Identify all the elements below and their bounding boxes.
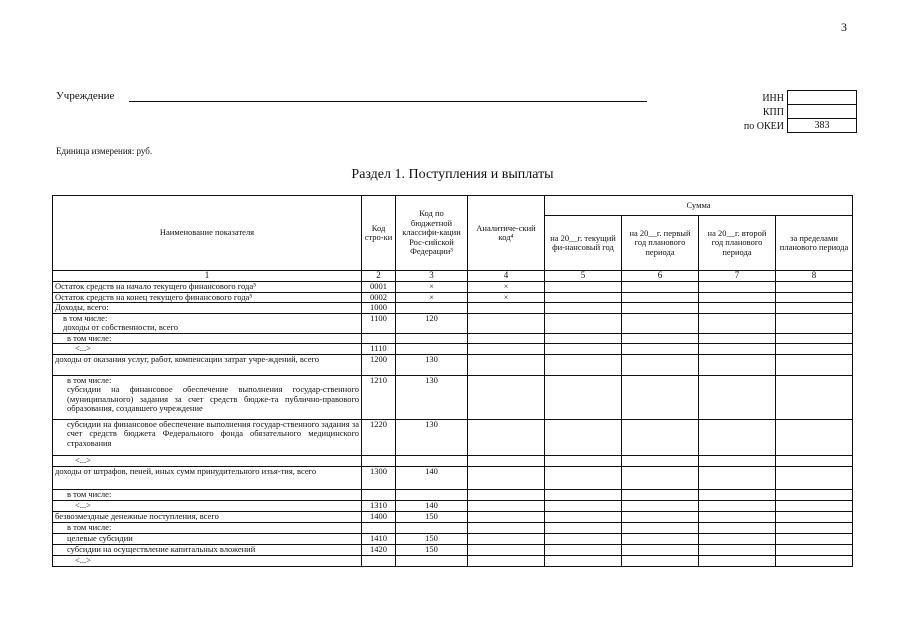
- row-code: 1420: [362, 544, 396, 555]
- row-name: безвозмездные денежные поступления, всего: [53, 511, 362, 522]
- sum-cell[interactable]: [622, 500, 699, 511]
- table-row: [53, 489, 853, 500]
- receipts-payments-table: [52, 195, 853, 567]
- column-index: 2: [362, 271, 396, 282]
- table-row: [53, 282, 853, 293]
- sum-cell[interactable]: [776, 533, 853, 544]
- row-code: [362, 555, 396, 566]
- section-title: Раздел 1. Поступления и выплаты: [351, 167, 554, 182]
- row-budget-code: 140: [396, 500, 468, 511]
- header-budget-code: Код по бюджетной классифи-кации Рос-сийской Федерации³: [396, 196, 468, 271]
- sum-cell[interactable]: [622, 303, 699, 314]
- sum-cell[interactable]: [699, 466, 776, 489]
- column-index: 4: [468, 271, 545, 282]
- table-row: [53, 375, 853, 419]
- row-code: 1300: [362, 466, 396, 489]
- sum-cell[interactable]: [699, 511, 776, 522]
- sum-cell[interactable]: [545, 282, 622, 293]
- sum-cell[interactable]: [699, 313, 776, 333]
- page-number: 3: [841, 20, 847, 34]
- row-placeholder: <...>: [53, 455, 362, 466]
- sum-cell[interactable]: [622, 333, 699, 344]
- sum-cell[interactable]: [699, 344, 776, 355]
- column-index: 3: [396, 271, 468, 282]
- header-name: Наименование показателя: [53, 196, 362, 271]
- row-budget-code: 130: [396, 375, 468, 419]
- sum-cell[interactable]: [545, 466, 622, 489]
- row-name: доходы от собственности, всего: [63, 322, 178, 332]
- sum-cell[interactable]: [776, 555, 853, 566]
- sum-cell[interactable]: [776, 511, 853, 522]
- row-name-cell: [53, 375, 362, 419]
- table-row: [53, 344, 853, 355]
- sum-cell[interactable]: [545, 455, 622, 466]
- row-placeholder: <...>: [53, 500, 362, 511]
- sum-cell[interactable]: [622, 375, 699, 419]
- row-code: 1410: [362, 533, 396, 544]
- sum-cell[interactable]: [699, 303, 776, 314]
- table-row: [53, 354, 853, 375]
- header-beyond: за пределами планового периода: [776, 216, 853, 271]
- sum-cell[interactable]: [776, 522, 853, 533]
- row-code: 1400: [362, 511, 396, 522]
- sum-cell[interactable]: [545, 354, 622, 375]
- sum-cell[interactable]: [622, 544, 699, 555]
- header-code: Код стро-ки: [362, 196, 396, 271]
- sum-cell[interactable]: [622, 466, 699, 489]
- sum-cell[interactable]: [699, 489, 776, 500]
- sum-cell[interactable]: [622, 511, 699, 522]
- table-row: [53, 544, 853, 555]
- row-budget-code: 150: [396, 544, 468, 555]
- sum-cell[interactable]: [622, 344, 699, 355]
- sum-cell[interactable]: [699, 455, 776, 466]
- row-budget-code: [396, 344, 468, 355]
- row-code: 1100: [362, 313, 396, 333]
- row-analytic-code: [468, 303, 545, 314]
- row-name: Остаток средств на конец текущего финансового года⁵: [53, 292, 362, 303]
- table-row: [53, 333, 853, 344]
- sum-cell[interactable]: [776, 282, 853, 293]
- sum-cell[interactable]: [622, 419, 699, 455]
- row-budget-code: 150: [396, 511, 468, 522]
- row-budget-code: [396, 333, 468, 344]
- row-analytic-code: ×: [468, 282, 545, 293]
- row-placeholder: <...>: [53, 555, 362, 566]
- sum-cell[interactable]: [776, 313, 853, 333]
- row-name: субсидии на финансовое обеспечение выполнения государ-ственного (муниципального) задания за счет средств бюдже-та публично-правового образования, создавшего учреждение: [67, 384, 359, 413]
- column-index: 8: [776, 271, 853, 282]
- sum-cell[interactable]: [545, 489, 622, 500]
- row-name: субсидии на осуществление капитальных вложений: [53, 544, 362, 555]
- row-code: 1310: [362, 500, 396, 511]
- row-analytic-code: [468, 333, 545, 344]
- row-name-cell: [53, 313, 362, 333]
- inn-label: ИНН: [762, 93, 784, 104]
- sum-cell[interactable]: [776, 466, 853, 489]
- column-index: 1: [53, 271, 362, 282]
- sum-cell[interactable]: [622, 313, 699, 333]
- sum-cell[interactable]: [545, 555, 622, 566]
- row-code: 0002: [362, 292, 396, 303]
- row-subheading: в том числе:: [63, 312, 108, 323]
- sum-cell[interactable]: [622, 354, 699, 375]
- sum-cell[interactable]: [545, 500, 622, 511]
- row-code: 1200: [362, 354, 396, 375]
- row-code: 1220: [362, 419, 396, 455]
- sum-cell[interactable]: [699, 522, 776, 533]
- sum-cell[interactable]: [776, 419, 853, 455]
- row-budget-code: [396, 489, 468, 500]
- column-index-row: [53, 271, 853, 282]
- row-analytic-code: [468, 489, 545, 500]
- kpp-field[interactable]: [787, 104, 857, 119]
- table-row: [53, 466, 853, 489]
- row-name: доходы от оказания услуг, работ, компенсации затрат учре-ждений, всего: [53, 354, 362, 375]
- row-analytic-code: [468, 555, 545, 566]
- sum-cell[interactable]: [699, 354, 776, 375]
- header-sum: Сумма: [545, 196, 853, 216]
- sum-cell[interactable]: [622, 533, 699, 544]
- sum-cell[interactable]: [622, 292, 699, 303]
- row-analytic-code: [468, 511, 545, 522]
- row-name: Остаток средств на начало текущего финансового года⁵: [53, 282, 362, 293]
- row-name: доходы от штрафов, пеней, иных сумм принудительного изъя-тия, всего: [53, 466, 362, 489]
- table-row: [53, 455, 853, 466]
- row-analytic-code: [468, 354, 545, 375]
- row-name: субсидии на финансовое обеспечение выполнения государ-ственного задания за счет средств бюджета Федерального фонда обязательного медицинского страхования: [53, 419, 362, 455]
- row-code: [362, 333, 396, 344]
- sum-cell[interactable]: [699, 333, 776, 344]
- row-code: 0001: [362, 282, 396, 293]
- sum-cell[interactable]: [545, 313, 622, 333]
- sum-cell[interactable]: [545, 375, 622, 419]
- sum-cell[interactable]: [545, 522, 622, 533]
- sum-cell[interactable]: [545, 344, 622, 355]
- row-analytic-code: [468, 544, 545, 555]
- row-budget-code: [396, 303, 468, 314]
- row-subheading: в том числе:: [53, 522, 362, 533]
- row-code: 1110: [362, 344, 396, 355]
- row-analytic-code: [468, 466, 545, 489]
- kpp-label: КПП: [762, 107, 784, 118]
- header-year-current: на 20__г. текущий фи-нансовый год: [545, 216, 622, 271]
- sum-cell[interactable]: [622, 522, 699, 533]
- row-subheading: в том числе:: [53, 489, 362, 500]
- sum-cell[interactable]: [699, 375, 776, 419]
- row-name: целевые субсидии: [53, 533, 362, 544]
- row-budget-code: 130: [396, 354, 468, 375]
- sum-cell[interactable]: [776, 500, 853, 511]
- units-note: Единица измерения: руб.: [56, 146, 153, 156]
- row-budget-code: 130: [396, 419, 468, 455]
- row-placeholder: <...>: [53, 344, 362, 355]
- okei-label: по ОКЕИ: [743, 121, 784, 132]
- table-row: [53, 500, 853, 511]
- sum-cell[interactable]: [545, 303, 622, 314]
- table-row: [53, 511, 853, 522]
- row-budget-code: ×: [396, 292, 468, 303]
- table-row: [53, 292, 853, 303]
- row-analytic-code: [468, 522, 545, 533]
- row-analytic-code: ×: [468, 292, 545, 303]
- okei-field[interactable]: 383: [787, 118, 857, 133]
- row-budget-code: 140: [396, 466, 468, 489]
- sum-cell[interactable]: [622, 282, 699, 293]
- row-analytic-code: [468, 455, 545, 466]
- sum-cell[interactable]: [699, 292, 776, 303]
- row-code: [362, 455, 396, 466]
- side-field-boxes: [787, 90, 857, 133]
- column-index: 7: [699, 271, 776, 282]
- sum-cell[interactable]: [699, 544, 776, 555]
- column-index: 6: [622, 271, 699, 282]
- sum-cell[interactable]: [699, 500, 776, 511]
- sum-cell[interactable]: [776, 354, 853, 375]
- table-row: [53, 555, 853, 566]
- header-year-second: на 20__г. второй год планового периода: [699, 216, 776, 271]
- row-subheading: в том числе:: [67, 374, 112, 385]
- table-row: [53, 419, 853, 455]
- sum-cell[interactable]: [699, 419, 776, 455]
- row-budget-code: 120: [396, 313, 468, 333]
- row-name: Доходы, всего:: [53, 303, 362, 314]
- sum-cell[interactable]: [545, 292, 622, 303]
- sum-cell[interactable]: [545, 419, 622, 455]
- sum-cell[interactable]: [699, 555, 776, 566]
- sum-cell[interactable]: [545, 333, 622, 344]
- row-budget-code: [396, 555, 468, 566]
- header-year-first: на 20__г. первый год планового периода: [622, 216, 699, 271]
- table-row: [53, 313, 853, 333]
- sum-cell[interactable]: [622, 489, 699, 500]
- row-code: 1000: [362, 303, 396, 314]
- sum-cell[interactable]: [776, 455, 853, 466]
- sum-cell[interactable]: [776, 292, 853, 303]
- row-analytic-code: [468, 375, 545, 419]
- sum-cell[interactable]: [545, 533, 622, 544]
- side-field-labels: [705, 92, 784, 134]
- sum-cell[interactable]: [622, 555, 699, 566]
- sum-cell[interactable]: [776, 333, 853, 344]
- row-subheading: в том числе:: [53, 333, 362, 344]
- row-code: [362, 522, 396, 533]
- row-budget-code: [396, 522, 468, 533]
- row-budget-code: 150: [396, 533, 468, 544]
- inn-field[interactable]: [787, 90, 857, 105]
- sum-cell[interactable]: [776, 344, 853, 355]
- institution-label: Учреждение: [56, 90, 115, 102]
- sum-cell[interactable]: [776, 544, 853, 555]
- row-analytic-code: [468, 500, 545, 511]
- row-code: [362, 489, 396, 500]
- sum-cell[interactable]: [545, 544, 622, 555]
- sum-cell[interactable]: [622, 455, 699, 466]
- sum-cell[interactable]: [699, 533, 776, 544]
- table-row: [53, 303, 853, 314]
- institution-name-line: [129, 101, 647, 102]
- table-row: [53, 522, 853, 533]
- row-budget-code: [396, 455, 468, 466]
- row-analytic-code: [468, 419, 545, 455]
- sum-cell[interactable]: [776, 375, 853, 419]
- sum-cell[interactable]: [699, 282, 776, 293]
- table-row: [53, 533, 853, 544]
- sum-cell[interactable]: [776, 303, 853, 314]
- row-analytic-code: [468, 344, 545, 355]
- row-code: 1210: [362, 375, 396, 419]
- column-index: 5: [545, 271, 622, 282]
- row-analytic-code: [468, 313, 545, 333]
- row-analytic-code: [468, 533, 545, 544]
- header-analytic: Аналитиче-ский код⁴: [468, 196, 545, 271]
- sum-cell[interactable]: [545, 511, 622, 522]
- row-budget-code: ×: [396, 282, 468, 293]
- sum-cell[interactable]: [776, 489, 853, 500]
